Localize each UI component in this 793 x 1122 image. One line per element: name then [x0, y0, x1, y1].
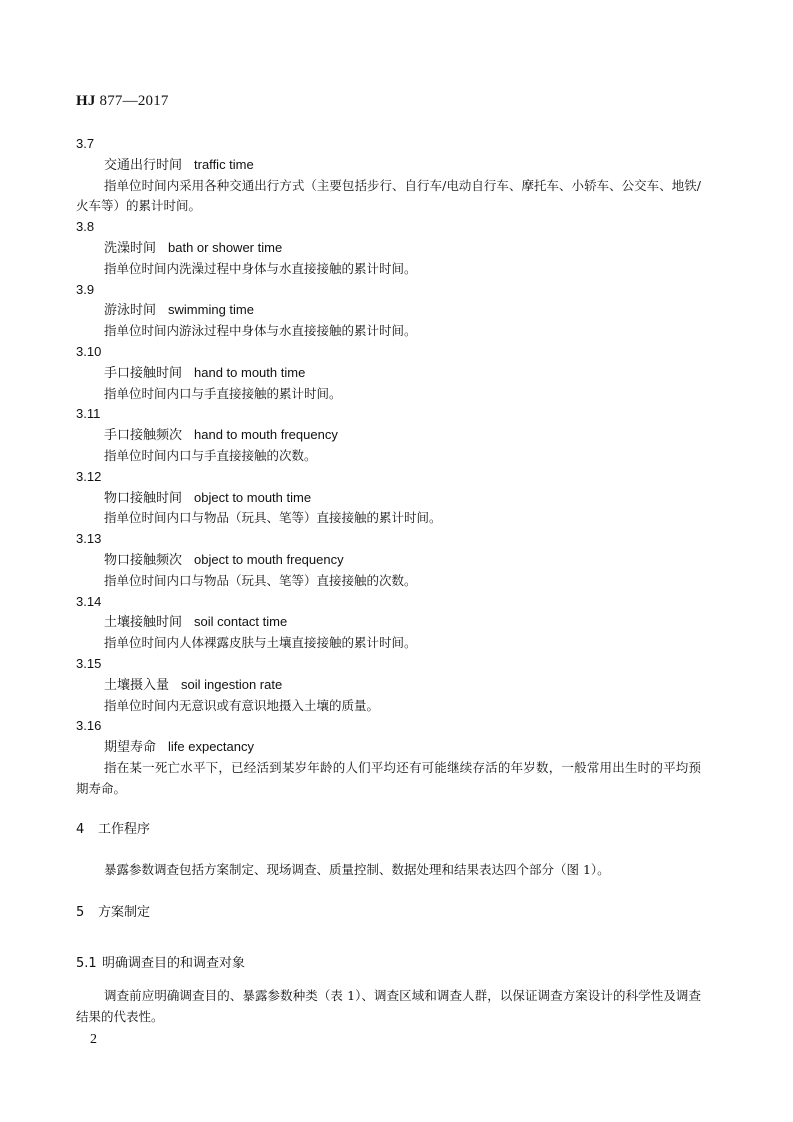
term-entry — [76, 342, 701, 404]
term-number: 3.14 — [76, 593, 102, 609]
term-name — [76, 675, 701, 696]
term-name-zh: 土壤接触时间 — [104, 615, 183, 631]
term-name-en: traffic time — [194, 156, 254, 172]
term-name — [76, 238, 701, 259]
term-definition: 指单位时间内口与物品（玩具、笔等）直接接触的次数。 — [104, 572, 417, 588]
section-4-paragraph: 暴露参数调查包括方案制定、现场调查、质量控制、数据处理和结果表达四个部分（图 1）。 — [104, 862, 610, 877]
term-number: 3.8 — [76, 219, 95, 235]
term-name — [76, 300, 701, 321]
section-title: 明确调查目的和调查对象 — [102, 956, 246, 971]
term-name — [76, 612, 701, 633]
term-name-zh: 洗澡时间 — [104, 240, 157, 256]
term-definition: 指在某一死亡水平下，已经活到某岁年龄的人们平均还有可能继续存活的年岁数，一般常用出生时的平均预期寿命。 — [76, 759, 701, 796]
term-name-en: bath or shower time — [168, 239, 283, 255]
term-name-en: object to mouth frequency — [194, 551, 344, 567]
section-5-1-heading — [76, 954, 245, 974]
page-number: 2 — [90, 1032, 97, 1047]
term-name — [76, 550, 701, 571]
standard-number: 877—2017 — [95, 93, 169, 109]
term-name-en: hand to mouth frequency — [194, 427, 338, 443]
term-definition: 指单位时间内游泳过程中身体与水直接接触的累计时间。 — [104, 323, 417, 339]
section-number: 5 — [76, 905, 85, 920]
page-content — [76, 134, 701, 800]
term-entry — [76, 529, 701, 591]
term-entry — [76, 467, 701, 529]
term-name-zh: 土壤摄入量 — [104, 677, 170, 693]
term-entry — [76, 654, 701, 716]
term-name-zh: 物口接触时间 — [104, 490, 183, 506]
term-definition: 指单位时间内人体裸露皮肤与土壤直接接触的累计时间。 — [104, 635, 417, 651]
term-number: 3.9 — [76, 281, 95, 297]
term-name-zh: 交通出行时间 — [104, 157, 183, 173]
document-header — [76, 93, 169, 110]
standard-code: HJ — [76, 93, 96, 109]
term-number: 3.13 — [76, 531, 102, 547]
section-title: 方案制定 — [98, 905, 151, 920]
term-name — [76, 363, 701, 384]
section-5-heading — [76, 903, 150, 923]
term-entry — [76, 217, 701, 279]
term-name — [76, 737, 701, 758]
term-name-en: swimming time — [168, 302, 254, 318]
term-definition: 指单位时间内采用各种交通出行方式（主要包括步行、自行车/电动自行车、摩托车、小轿车、公交车、地铁/火车等）的累计时间。 — [76, 177, 701, 214]
term-definition: 指单位时间内洗澡过程中身体与水直接接触的累计时间。 — [104, 260, 417, 276]
term-name-en: soil ingestion rate — [181, 676, 283, 692]
term-name-zh: 物口接触频次 — [104, 552, 183, 568]
term-name-zh: 游泳时间 — [104, 303, 157, 319]
term-entry — [76, 716, 701, 799]
section-title: 工作程序 — [98, 822, 151, 837]
term-number: 3.16 — [76, 718, 102, 734]
term-number: 3.7 — [76, 136, 95, 151]
term-number: 3.11 — [76, 406, 101, 422]
term-list — [76, 134, 701, 800]
term-number: 3.15 — [76, 655, 102, 671]
term-name-en: soil contact time — [194, 614, 288, 630]
term-name-zh: 手口接触时间 — [104, 365, 183, 381]
term-definition: 指单位时间内口与手直接接触的次数。 — [104, 447, 317, 463]
term-name-zh: 手口接触频次 — [104, 428, 183, 444]
term-number: 3.12 — [76, 468, 102, 484]
term-definition: 指单位时间内口与物品（玩具、笔等）直接接触的累计时间。 — [104, 510, 442, 526]
section-number: 4 — [76, 822, 85, 837]
term-name-en: hand to mouth time — [194, 364, 306, 380]
term-name — [76, 425, 701, 446]
term-name-zh: 期望寿命 — [104, 740, 157, 756]
section-5-1-paragraph: 调查前应明确调查目的、暴露参数种类（表 1）、调查区域和调查人群，以保证调查方案设计的科学性及调查结果的代表性。 — [76, 988, 701, 1024]
term-definition: 指单位时间内无意识或有意识地摄入土壤的质量。 — [104, 697, 380, 713]
term-entry — [76, 404, 701, 466]
term-definition: 指单位时间内口与手直接接触的累计时间。 — [104, 385, 342, 401]
term-entry — [76, 592, 701, 654]
term-name — [76, 488, 701, 509]
section-4-heading — [76, 820, 150, 840]
term-entry — [76, 280, 701, 342]
section-number: 5.1 — [76, 956, 97, 971]
term-entry — [76, 134, 701, 217]
term-number: 3.10 — [76, 343, 102, 359]
term-name-en: object to mouth time — [194, 489, 312, 505]
term-name-en: life expectancy — [168, 739, 255, 755]
term-name — [76, 155, 701, 176]
